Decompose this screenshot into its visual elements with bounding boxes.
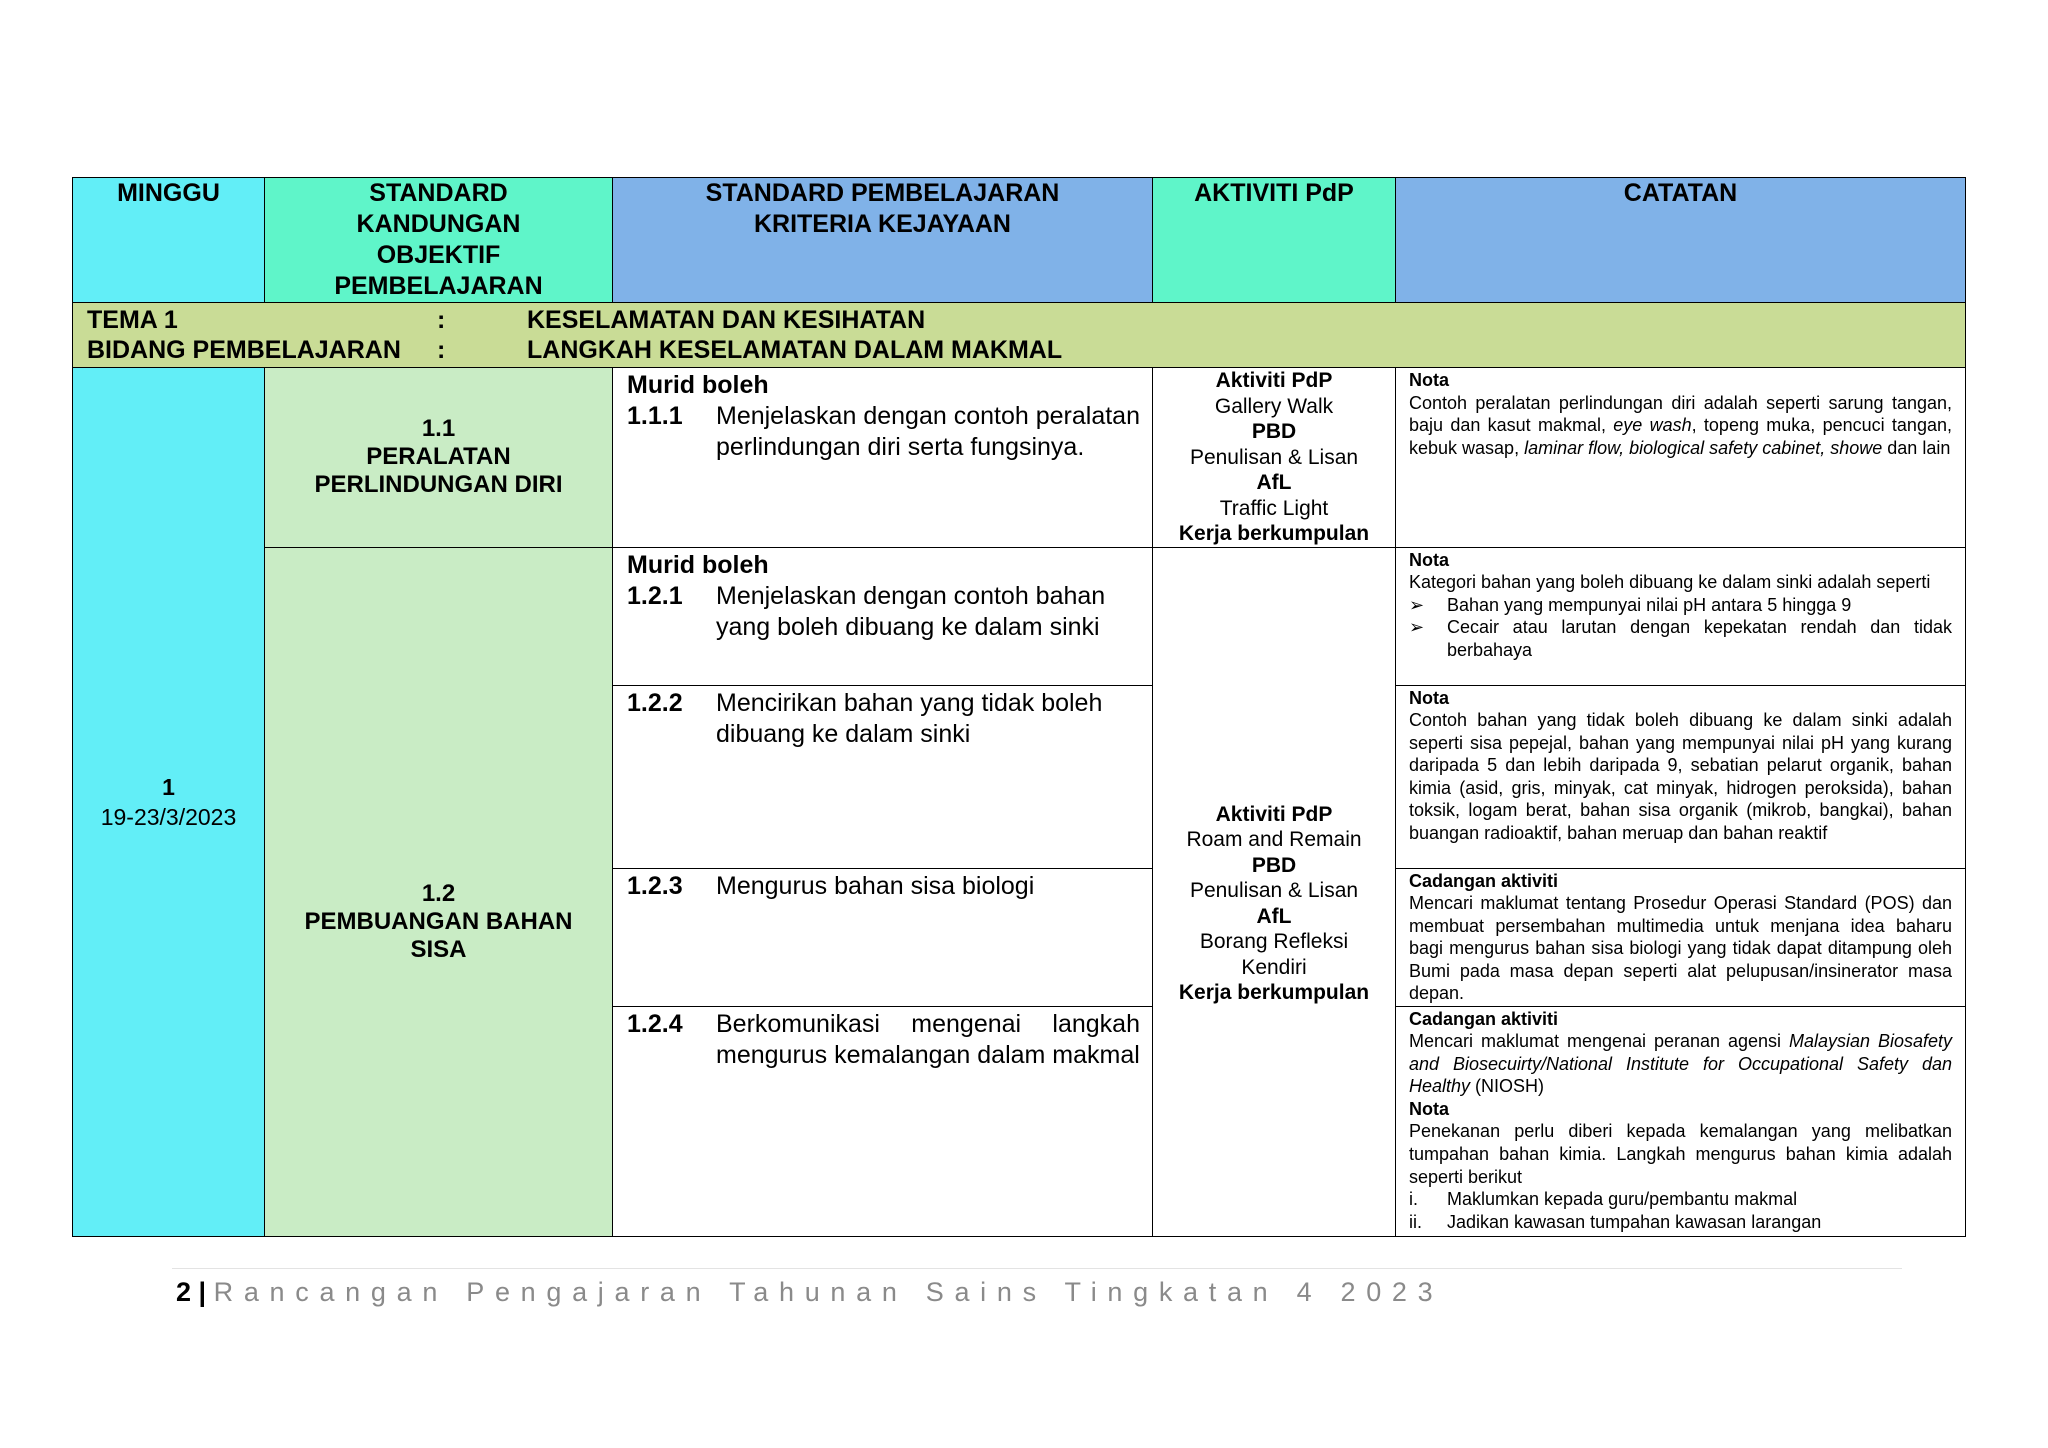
sk-1-2: 1.2 PEMBUANGAN BAHAN SISA [265,547,613,1236]
bidang-line [87,335,1965,365]
row-1-1-1 [73,368,1966,548]
murid-boleh-label: Murid boleh [627,371,769,399]
aktiviti-1: Aktiviti PdP Gallery Walk PBD Penulisan & Lisan AfL Traffic Light Kerja berkumpulan [1153,368,1396,548]
tema-row [73,303,1966,368]
footer-separator: | [198,1277,207,1307]
sp-1-2-1 [613,547,1153,685]
week-cell [73,368,265,1237]
page-number: 2 [176,1277,192,1307]
sp-1-1-1 [613,368,1153,548]
sp-1-2-2 [613,685,1153,868]
sp-text: Mengurus bahan sisa biologi [716,871,1035,900]
catatan-5: Cadangan aktiviti Mencari maklumat mengenai peranan agensi Malaysian Biosafety and Biosecuirty/National Institute for Occupational Safety dan Healthy (NIOSH) Nota Penekanan perlu diberi kepada kemalangan yang melibatkan tumpahan bahan kimia. Langkah mengurus bahan kimia adalah seperti berikut i. Maklumkan kepada guru/pembantu makmal ii. Jadikan kawasan tumpahan kawasan larangan [1396,1006,1966,1236]
aktiviti-2: Aktiviti PdP Roam and Remain PBD Penulisan & Lisan AfL Borang Refleksi Kendiri Kerja berkumpulan [1153,547,1396,1236]
sp-text: Menjelaskan dengan contoh bahan yang boleh dibuang ke dalam sinki [716,581,1106,641]
header-standard-kandungan: STANDARD KANDUNGAN OBJEKTIF PEMBELAJARAN [265,178,613,303]
murid-boleh-label: Murid boleh [627,550,769,579]
bullet-arrow-icon: ➢ [1409,617,1425,638]
sp-text: Berkomunikasi mengenai langkah mengurus kemalangan dalam makmal [716,1009,1140,1069]
catatan-3: Nota Contoh bahan yang tidak boleh dibuang ke dalam sinki adalah seperti sisa pepejal, bahan yang mempunyai nilai pH yang kurang daripada 5 dan lebih daripada 9, sebatian pelarut organik, bahan kimia (asid, gris, minyak, cat minyak, hidrogen peroksida), bahan toksik, logam berat, bahan sisa organik (mikrob, bangkai), bahan buangan radioaktif, bahan meruap dan bahan reaktif [1396,685,1966,868]
sp-number: 1.2.2 [627,688,683,717]
sp-number: 1.2.3 [627,871,683,900]
header-minggu: MINGGU [73,178,265,303]
header-aktiviti: AKTIVITI PdP [1153,178,1396,303]
week-number: 1 [162,773,175,800]
page-footer [176,1276,1443,1308]
sk-1-1: 1.1 PERALATAN PERLINDUNGAN DIRI [265,368,613,548]
row-1-2-1 [73,547,1966,685]
catatan-4: Cadangan aktiviti Mencari maklumat tentang Prosedur Operasi Standard (POS) dan membuat persembahan multimedia untuk menjana idea baharu bagi mengurus bahan sisa biologi yang tidak dapat ditampung oleh Bumi pada masa depan seperti alat pelupusan/insinerator masa depan. [1396,868,1966,1006]
catatan-1: Nota Contoh peralatan perlindungan diri adalah seperti sarung tangan, baju dan kasut makmal, eye wash, topeng muka, pencuci tangan, kebuk wasap, laminar flow, biological safety cabinet, showe dan lain [1396,368,1966,548]
sp-text: Mencirikan bahan yang tidak boleh dibuang ke dalam sinki [716,688,1103,748]
header-row [73,178,1966,303]
sp-text: Menjelaskan dengan contoh peralatan perlindungan diri serta fungsinya. [716,402,1140,461]
tema-value: KESELAMATAN DAN KESIHATAN [527,306,926,334]
week-dates: 19-23/3/2023 [100,803,237,830]
bidang-value: LANGKAH KESELAMATAN DALAM MAKMAL [527,336,1063,364]
sp-1-2-4 [613,1006,1153,1236]
footer-title: Rancangan Pengajaran Tahunan Sains Tingkatan 4 2023 [213,1277,1444,1307]
header-catatan: CATATAN [1396,178,1966,303]
sp-number: 1.2.4 [627,1009,683,1038]
sp-1-2-3 [613,868,1153,1006]
sp-number: 1.1.1 [627,402,683,430]
tema-cell [73,303,1966,368]
catatan-2: Nota Kategori bahan yang boleh dibuang ke dalam sinki adalah seperti ➢ Bahan yang mempunyai nilai pH antara 5 hingga 9 ➢ Cecair atau larutan dengan kepekatan rendah dan tidak berbahaya [1396,547,1966,685]
tema-line [87,305,1965,335]
bidang-label: BIDANG PEMBELAJARAN [87,336,401,364]
rpt-table [72,177,1966,1237]
header-standard-pembelajaran: STANDARD PEMBELAJARAN KRITERIA KEJAYAAN [613,178,1153,303]
bullet-arrow-icon: ➢ [1409,594,1425,615]
footer-rule [172,1268,1902,1269]
tema-colon: : [437,306,446,334]
sp-number: 1.2.1 [627,581,683,610]
tema-label: TEMA 1 [87,306,178,334]
bidang-colon: : [437,336,446,364]
